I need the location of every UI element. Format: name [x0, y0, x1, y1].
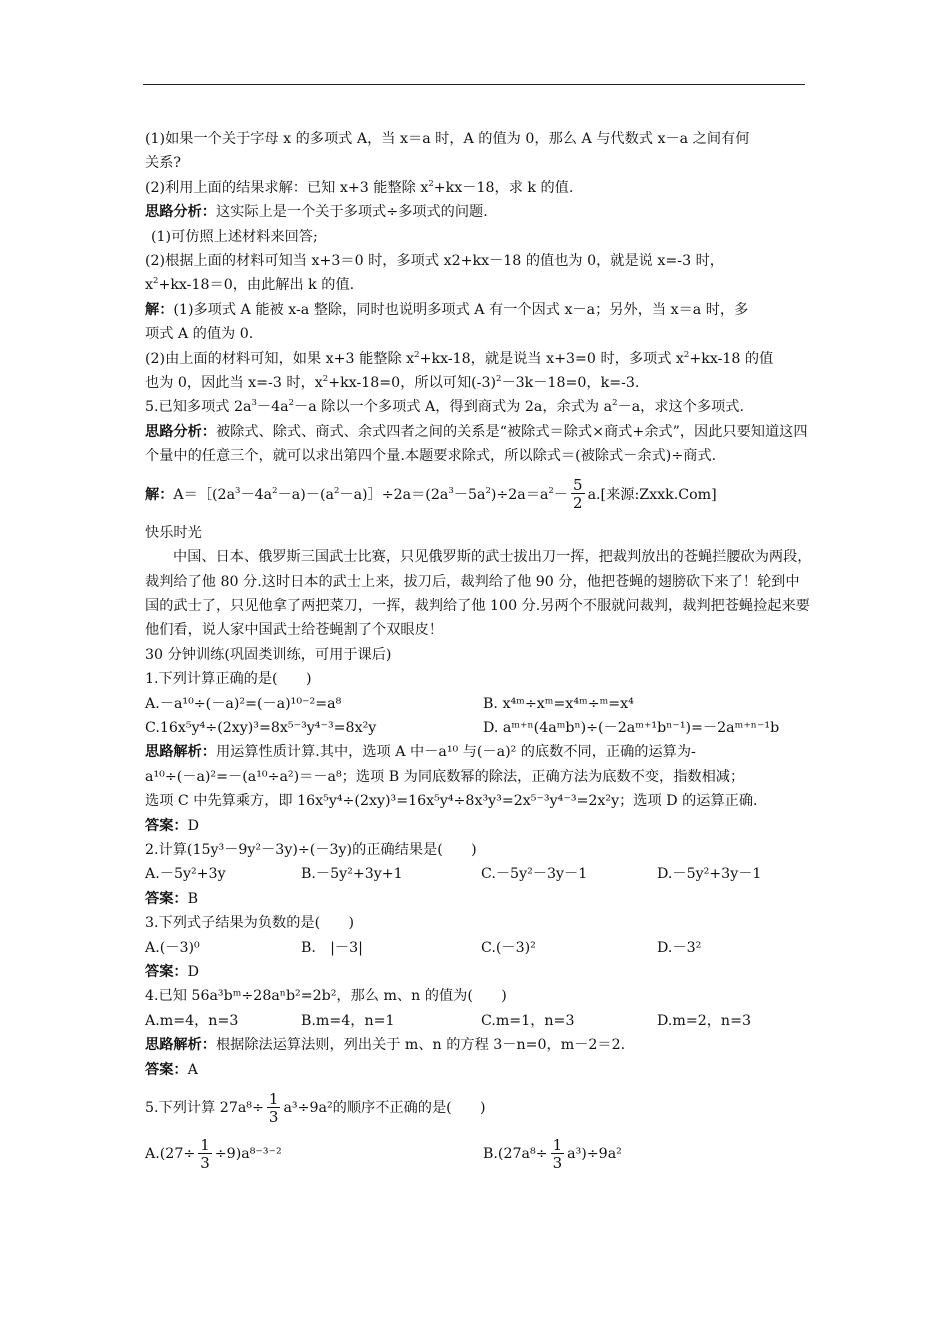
option-a: A.(27÷ $\frac{1}{3}$ ÷9)a⁸⁻³⁻²	[145, 1135, 282, 1172]
fraction-one-third: $\frac{1}{3}$	[200, 1135, 210, 1172]
question-1-options-ab	[145, 692, 813, 716]
option-d: D.－5y²+3y－1	[657, 866, 762, 883]
solution-step-1-cont: 项式 A 的值为 0.	[145, 326, 254, 343]
option-a: A.－5y²+3y	[145, 866, 226, 883]
question-4-options	[145, 1009, 813, 1033]
analysis-step-1: (1)可仿照上述材料来回答;	[151, 228, 318, 245]
question-2-answer: 答案：B	[145, 890, 199, 907]
header-rule	[143, 84, 805, 85]
document-body	[145, 127, 813, 1180]
training-question-2: 2.计算(15y³－9y²－3y)÷(－3y)的正确结果是( )	[145, 841, 477, 858]
section-title-training: 30 分钟训练(巩固类训练，可用于课后)	[145, 646, 392, 663]
solution-step-1: 解：(1)多项式 A 能被 x-a 整除，同时也说明多项式 A 有一个因式 x－a；另外，当 x＝a 时，多	[145, 301, 749, 318]
answer-label: 答案：	[145, 817, 188, 834]
question-4-analysis: 思路解析：根据除法运算法则，列出关于 m、n 的方程 3－n=0，m－2＝2.	[145, 1037, 626, 1054]
option-b: B. |－3|	[301, 939, 363, 956]
option-a: A.－a¹⁰÷(－a)²=(－a)¹⁰⁻²=a⁸	[145, 695, 342, 712]
option-a: A.(－3)⁰	[145, 939, 200, 956]
answer-label: 答案：	[145, 890, 188, 907]
option-b: B.(27a⁸÷ $\frac{1}{3}$ a³)÷9a²	[483, 1135, 622, 1172]
problem-part-2: (2)利用上面的结果求解：已知 x+3 能整除 $x^2+kx-18$，求 k 的值.	[145, 178, 574, 196]
problem-part-1: (1)如果一个关于字母 x 的多项式 A，当 x＝a 时，A 的值为 0，那么 A 与代数式 x－a 之间有何	[145, 131, 750, 147]
question-1-analysis-cont: a¹⁰÷(－a)²=－(a¹⁰÷a²)＝－a⁸；选项 B 为同底数幂的除法，正确方法为底数不变，指数相减；	[145, 768, 745, 785]
fun-story: 中国、日本、俄罗斯三国武士比赛，只见俄罗斯的武士拔出刀一挥，把裁判放出的苍蝇拦腰砍为两段，裁判给了他 80 分.这时日本的武士上来，拔刀后，裁判给了他 90 分，他把苍蝇的翅膀砍下来了！轮到中国的武士了，只见他拿了两把菜刀，一挥，裁判给了他 100 分.另两个不服就问裁判，裁判把苍蝇捡起来要他们看，说人家中国武士给苍蝇割了个双眼皮！	[145, 549, 812, 639]
question-1-options-cd	[145, 716, 813, 740]
fraction-one-third: $\frac{1}{3}$	[268, 1089, 279, 1126]
question-5-analysis: 思路分析：被除式、除式、商式、余式四者之间的关系是“被除式＝除式×商式+余式”，因此只要知道这四个量中的任意三个，就可以求出第四个量.本题要求除式，所以除式＝(被除式－余式)÷商式.	[145, 423, 808, 465]
option-b: B. x⁴ᵐ÷xᵐ=x⁴ᵐ÷ᵐ=x⁴	[483, 695, 634, 712]
question-1-analysis: 思路解析：用运算性质计算.其中，选项 A 中－a¹⁰ 与(－a)² 的底数不同，正确的运算为-	[145, 744, 696, 761]
question-5: 5.已知多项式 $2a^3-4a^2-a$ 除以一个多项式 A，得到商式为 2a，余式为 $a^2-a$，求这个多项式.	[145, 398, 744, 416]
option-c: C.－5y²－3y－1	[481, 866, 588, 883]
training-question-1: 1.下列计算正确的是( )	[145, 671, 312, 688]
solution-step-2-cont: 也为 0，因此当 x=-3 时，$x^2+kx-18=0$，所以可知$(-3)^2-3k-18=0$，k=-3.	[145, 374, 640, 392]
option-c: C.16x⁵y⁴÷(2xy)³=8x⁵⁻³y⁴⁻³=8x²y	[145, 719, 377, 736]
option-b: B.－5y²+3y+1	[301, 866, 403, 883]
answer-label: 答案：	[145, 964, 188, 980]
option-d: D.－3²	[657, 939, 702, 956]
question-3-answer: 答案：D	[145, 964, 199, 980]
solution-label: 解：	[145, 301, 174, 318]
question-5-solution: 解：$A=[(2a^3-4a^2-a)-(a^2-a)]\div 2a=(2a^3-5a^2)\div 2a=a^2-$ $\frac{5}{2}$ a.[来源:Zxxk.Com]	[145, 476, 717, 513]
option-c: C.m=1，n=3	[481, 1012, 575, 1029]
question-4-answer: 答案：A	[145, 1061, 198, 1078]
analysis: 思路分析：这实际上是一个关于多项式÷多项式的问题.	[145, 204, 488, 221]
option-c: C.(－3)²	[481, 939, 536, 956]
question-1-answer: 答案：D	[145, 817, 199, 834]
analysis-step-2-cont: $x^2+kx-18=0$，由此解出 k 的值.	[145, 276, 355, 294]
solution-label: 解：	[145, 486, 174, 503]
question-1-analysis-cont2: 选项 C 中先算乘方，即 16x⁵y⁴÷(2xy)³=16x⁵y⁴÷8x³y³=2x⁵⁻³y⁴⁻³=2x²y；选项 D 的运算正确.	[145, 793, 758, 810]
analysis-label: 思路解析：	[145, 744, 216, 761]
training-question-5: 5.下列计算 27a⁸÷ $\frac{1}{3}$ a³÷9a²的顺序不正确的是( )	[145, 1089, 486, 1126]
option-d: D.m=2，n=3	[657, 1012, 751, 1029]
analysis-step-2: (2)根据上面的材料可知当 x+3＝0 时，多项式 x2+kx－18 的值也为 0，就是说 x=-3 时，	[145, 253, 724, 270]
analysis-label: 思路解析：	[145, 1037, 216, 1054]
option-a: A.m=4，n=3	[145, 1012, 239, 1029]
question-3-options	[145, 936, 813, 960]
solution-step-2: (2)由上面的材料可知，如果 x+3 能整除 $x^2+kx-18$，就是说当 x+3=0 时，多项式 $x^2+kx-18$ 的值	[145, 349, 774, 367]
option-b: B.m=4，n=1	[301, 1012, 395, 1029]
answer-label: 答案：	[145, 1061, 188, 1078]
question-2-options	[145, 862, 813, 886]
training-question-3: 3.下列式子结果为负数的是( )	[145, 915, 355, 932]
fraction-one-third: $\frac{1}{3}$	[552, 1135, 563, 1172]
question-5-options	[145, 1134, 813, 1174]
analysis-label: 思路分析：	[145, 204, 216, 221]
fraction-five-halves: $\frac{5}{2}$	[573, 476, 583, 513]
section-title-fun: 快乐时光	[145, 524, 202, 541]
problem-part-1-cont: 关系?	[145, 155, 181, 172]
training-question-4: 4.已知 56a³bᵐ÷28aⁿb²=2b²，那么 m、n 的值为( )	[145, 988, 507, 1005]
option-d: D. aᵐ⁺ⁿ(4aᵐbⁿ)÷(－2aᵐ⁺¹bⁿ⁻¹)=－2aᵐ⁺ⁿ⁻¹b	[483, 719, 780, 736]
analysis-label: 思路分析：	[145, 423, 216, 440]
